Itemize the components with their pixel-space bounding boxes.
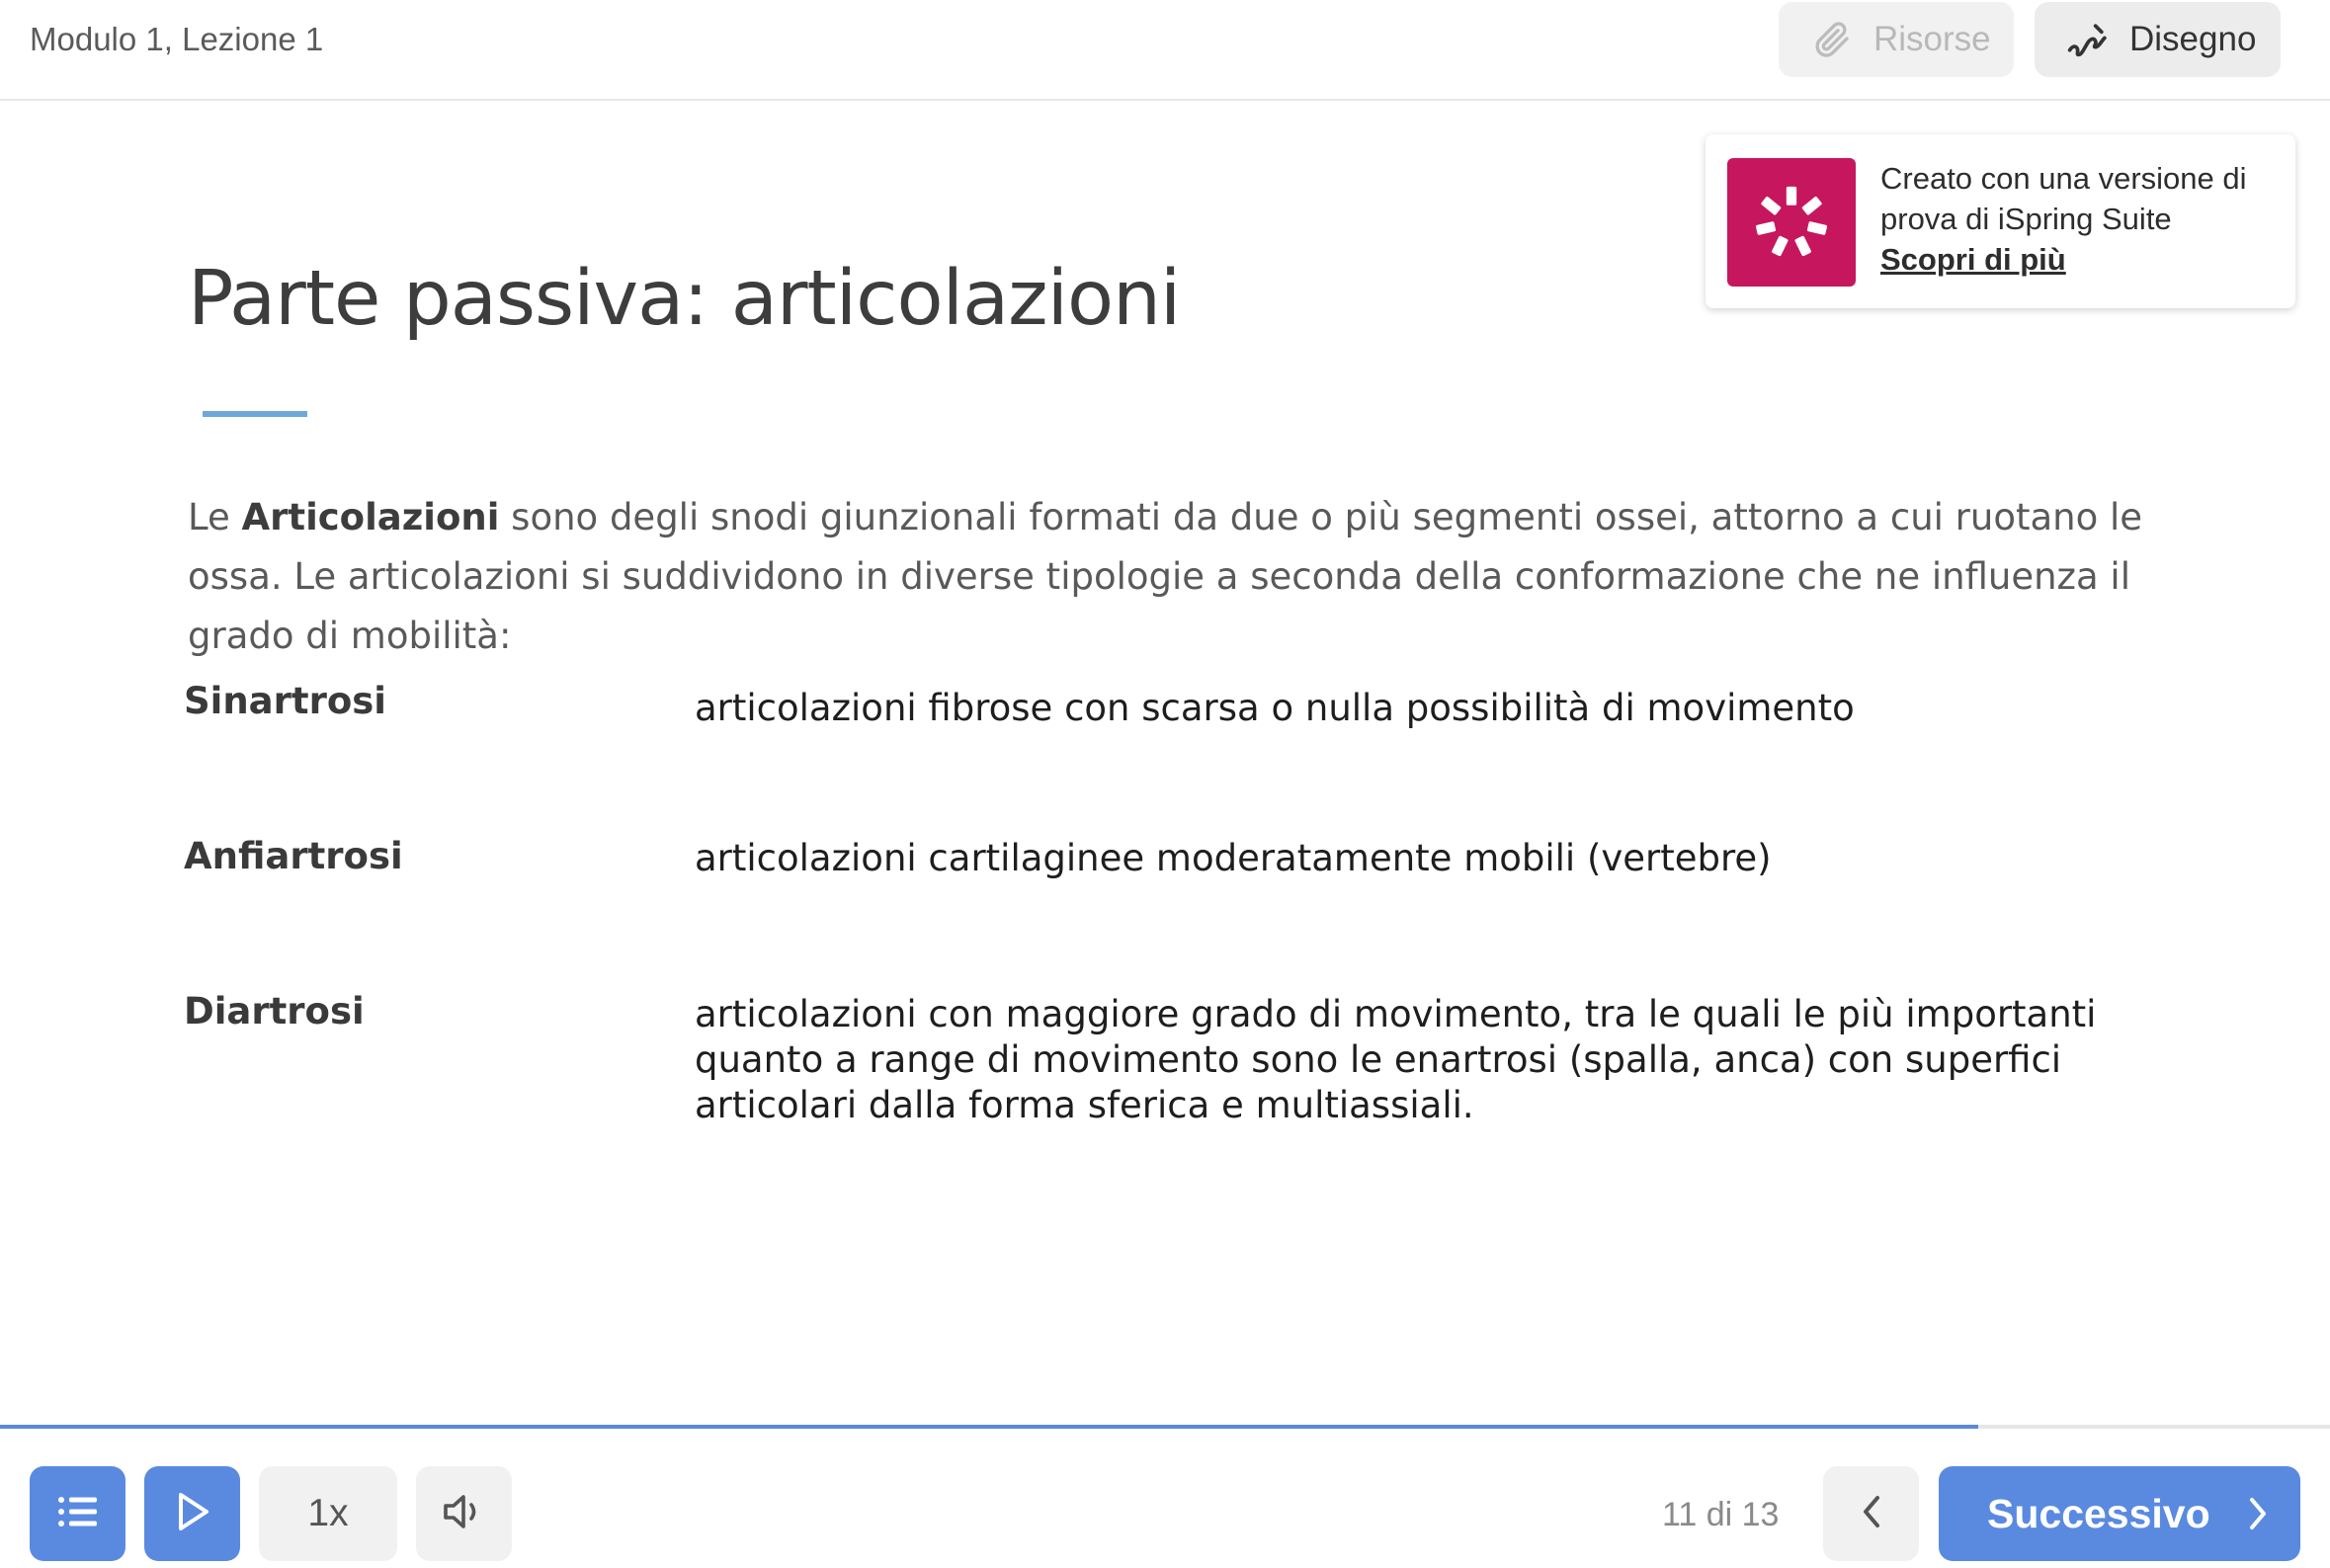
resources-label: Risorse — [1873, 20, 1991, 58]
page-counter: 11 di 13 — [1662, 1496, 1780, 1533]
intro-paragraph — [188, 488, 2164, 666]
term-diartrosi: Diartrosi — [184, 990, 365, 1032]
squiggle-pen-icon — [2064, 16, 2112, 63]
trial-text: Creato con una versione di prova di iSpring Suite — [1880, 161, 2247, 236]
breadcrumb: Modulo 1, Lezione 1 — [30, 21, 324, 57]
playback-speed-button[interactable]: 1x — [259, 1466, 397, 1561]
ispring-logo — [1727, 158, 1856, 287]
speaker-icon — [442, 1492, 487, 1536]
learn-more-link[interactable]: Scopri di più — [1880, 242, 2066, 277]
definition-sinartrosi: articolazioni fibrose con scarsa o nulla possibilità di movimento — [695, 687, 1855, 729]
player-controls — [0, 1429, 2330, 1568]
drawing-label: Disegno — [2129, 20, 2257, 58]
previous-button[interactable] — [1823, 1466, 1919, 1561]
slide-title: Parte passiva: articolazioni — [188, 255, 1181, 343]
next-button[interactable] — [1939, 1466, 2300, 1561]
chevron-right-icon — [2245, 1492, 2271, 1545]
drawing-button[interactable] — [2035, 2, 2281, 77]
trial-watermark-badge — [1706, 134, 2295, 308]
intro-prefix: Le — [188, 496, 242, 538]
play-button[interactable] — [144, 1466, 240, 1561]
trial-message — [1880, 158, 2276, 280]
outline-button[interactable] — [30, 1466, 125, 1561]
term-anfiartrosi: Anfiartrosi — [184, 835, 403, 877]
definition-anfiartrosi: articolazioni cartilaginee moderatamente mobili (vertebre) — [695, 837, 1772, 879]
list-icon — [57, 1494, 99, 1534]
chevron-left-icon — [1859, 1492, 1884, 1536]
resources-button[interactable] — [1779, 2, 2014, 77]
term-sinartrosi: Sinartrosi — [184, 680, 386, 722]
play-icon — [173, 1491, 212, 1537]
volume-button[interactable] — [416, 1466, 512, 1561]
next-label: Successivo — [1987, 1490, 2210, 1536]
top-bar — [0, 0, 2330, 101]
paperclip-icon — [1808, 16, 1856, 63]
intro-text: sono degli snodi giunzionali formati da due o più segmenti ossei, attorno a cui ruotano le ossa. Le articolazioni si suddividono in diverse tipologie a seconda della conformazione che ne influenza il grado di mobilità: — [188, 496, 2143, 657]
title-underline — [203, 411, 307, 417]
intro-bold-term: Articolazioni — [241, 496, 500, 538]
definition-diartrosi: articolazioni con maggiore grado di movimento, tra le quali le più importanti quanto a range di movimento sono le enartrosi (spalla, anca) con superfici articolari dalla forma sferica e multiassiali. — [695, 993, 2097, 1126]
